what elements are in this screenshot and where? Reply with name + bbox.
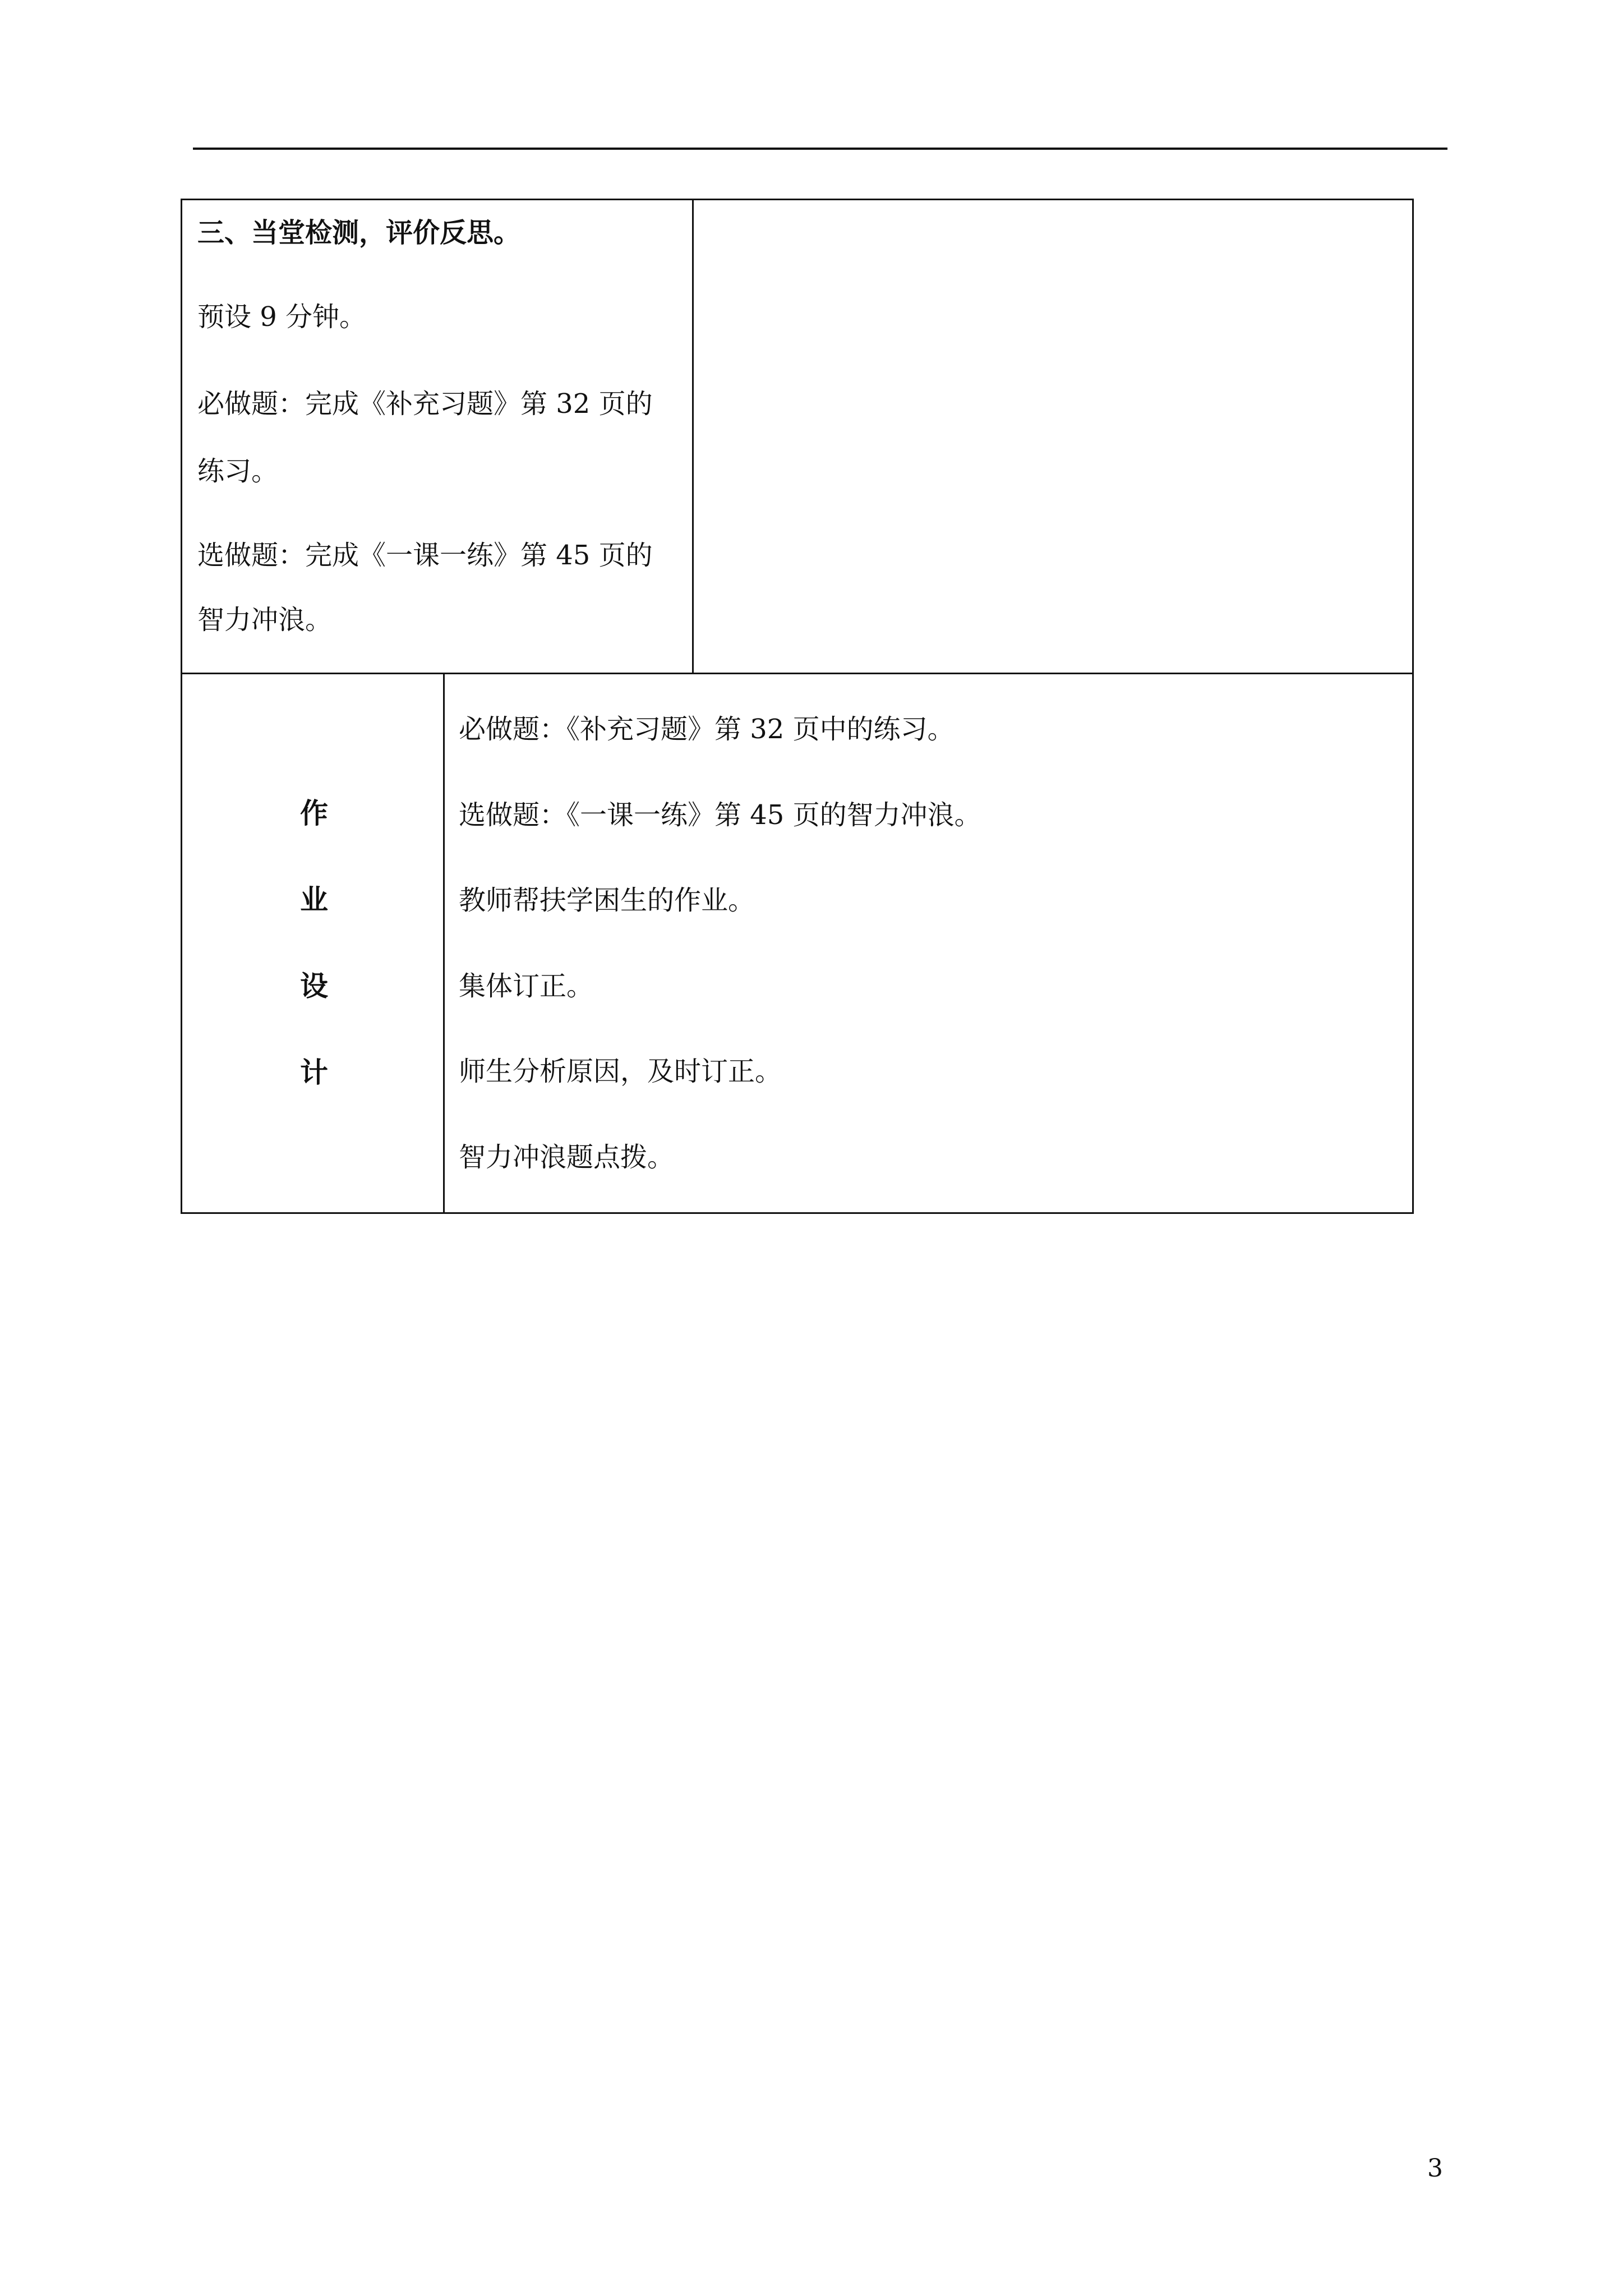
optional-exercise-line-cont: 智力冲浪。 bbox=[197, 604, 333, 636]
section-heading: 三、当堂检测，评价反思。 bbox=[197, 217, 521, 249]
homework-label-char: 业 bbox=[300, 883, 328, 916]
required-exercise-line-cont: 练习。 bbox=[197, 455, 279, 487]
header-rule bbox=[193, 148, 1447, 150]
homework-line-required: 必做题：《补充习题》第 32 页中的练习。 bbox=[459, 714, 955, 745]
page-number: 3 bbox=[1427, 2154, 1443, 2183]
table-row-divider bbox=[181, 673, 1414, 674]
homework-label-char: 作 bbox=[300, 797, 328, 830]
homework-line-analysis: 师生分析原因，及时订正。 bbox=[459, 1056, 782, 1087]
homework-line-support: 教师帮扶学困生的作业。 bbox=[459, 885, 755, 916]
required-exercise-line: 必做题：完成《补充习题》第 32 页的 bbox=[197, 388, 653, 420]
lesson-table bbox=[181, 199, 1414, 1214]
optional-exercise-line: 选做题：完成《一课一练》第 45 页的 bbox=[197, 540, 653, 571]
homework-label-char: 计 bbox=[300, 1056, 328, 1089]
time-preset-line: 预设 9 分钟。 bbox=[197, 301, 367, 333]
table-column-divider-top bbox=[692, 199, 694, 673]
homework-line-guidance: 智力冲浪题点拨。 bbox=[459, 1142, 675, 1173]
homework-line-correction: 集体订正。 bbox=[459, 970, 594, 1002]
table-column-divider-bottom bbox=[443, 673, 445, 1214]
homework-line-optional: 选做题：《一课一练》第 45 页的智力冲浪。 bbox=[459, 799, 981, 831]
homework-label-char: 设 bbox=[300, 969, 328, 1002]
